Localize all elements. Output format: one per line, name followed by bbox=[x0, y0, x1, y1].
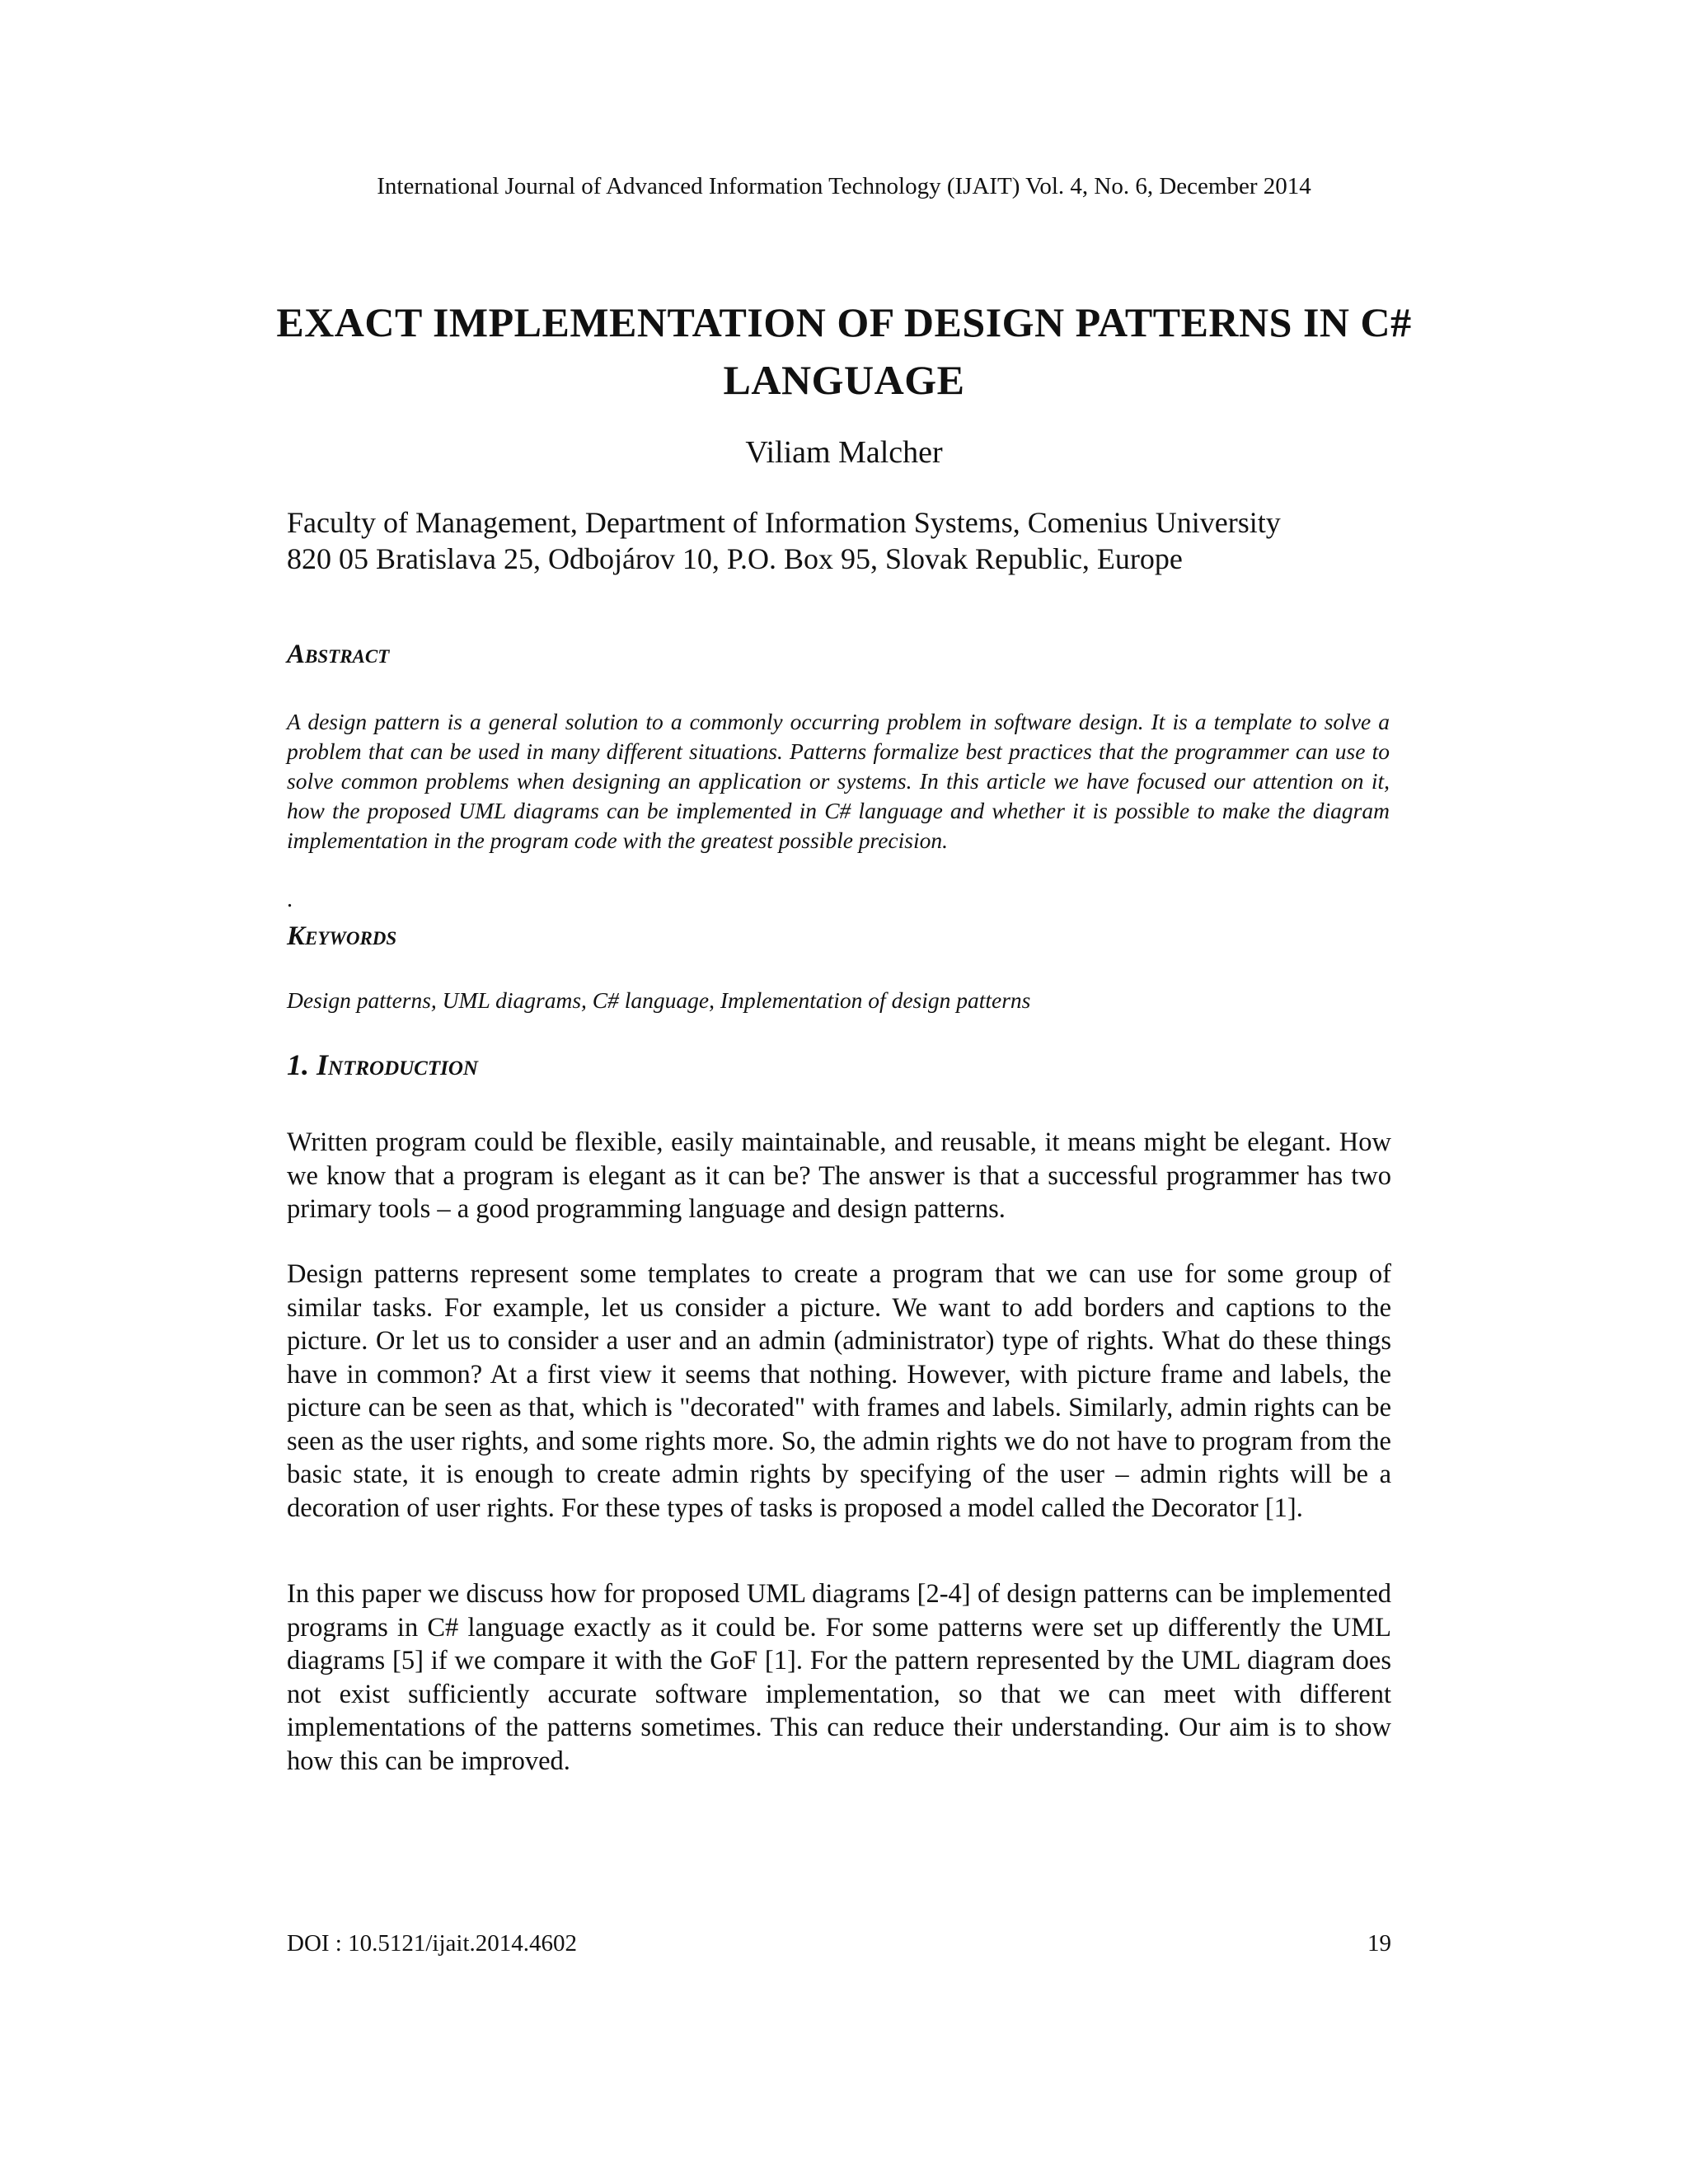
abstract-heading: Abstract bbox=[287, 640, 390, 669]
page-number: 19 bbox=[1367, 1930, 1391, 1957]
affiliation-line-1: Faculty of Management, Department of Information Systems, Comenius University bbox=[287, 506, 1281, 539]
intro-paragraph-1: Written program could be flexible, easily maintainable, and reusable, it means might be elegant. How we know that a program is elegant as it can be? The answer is that a successful programmer has two primary tools – a good programming language and design patterns. bbox=[287, 1127, 1391, 1224]
paper-title: EXACT IMPLEMENTATION OF DESIGN PATTERNS IN C# LANGUAGE bbox=[276, 299, 1412, 403]
abstract-text: A design pattern is a general solution to a commonly occurring problem in software design. It is a template to solve a problem that can be used in many different situations. Patterns formalize best practices that the programmer can use to solve common problems when designing an application or systems. In this article we have focused our attention on it, how the proposed UML diagrams can be implemented in C# language and whether it is possible to make the diagram implementation in the program code with the greatest possible precision. bbox=[287, 709, 1390, 853]
intro-paragraph-2: Design patterns represent some templates to create a program that we can use for some group of similar tasks. For example, let us consider a picture. We want to add borders and captions to the picture. Or let us to consider a user and an admin (administrator) type of rights. What do these things have in common? At a first view it seems that nothing. However, with picture frame and labels, the picture can be seen as that, which is "decorated" with frames and labels. Similarly, admin rights can be seen as the user rights, and some rights more. So, the admin rights we do not have to program from the basic state, it is enough to create admin rights by specifying of the user – admin rights will be a decoration of user rights. For these types of tasks is proposed a model called the Decorator [1]. bbox=[287, 1259, 1391, 1523]
keywords-text: Design patterns, UML diagrams, C# language, Implementation of design patterns bbox=[287, 987, 1031, 1013]
introduction-heading: 1. Introduction bbox=[287, 1048, 478, 1081]
stray-dot: . bbox=[287, 887, 293, 912]
footer-doi: DOI : 10.5121/ijait.2014.4602 bbox=[287, 1930, 578, 1957]
journal-running-header: International Journal of Advanced Information Technology (IJAIT) Vol. 4, No. 6, December 2014 bbox=[377, 173, 1311, 199]
keywords-heading: Keywords bbox=[287, 921, 397, 951]
intro-paragraph-3: In this paper we discuss how for proposed UML diagrams [2-4] of design patterns can be implemented programs in C# language exactly as it could be. For some patterns were set up differently the UML diagrams [5] if we compare it with the GoF [1]. For the pattern represented by the UML diagram does not exist sufficiently accurate software implementation, so that we can meet with different implementations of the patterns sometimes. This can reduce their understanding. Our aim is to show how this can be improved. bbox=[287, 1579, 1391, 1776]
author-name: Viliam Malcher bbox=[745, 435, 943, 470]
affiliation-line-2: 820 05 Bratislava 25, Odbojárov 10, P.O. Box 95, Slovak Republic, Europe bbox=[287, 542, 1183, 575]
